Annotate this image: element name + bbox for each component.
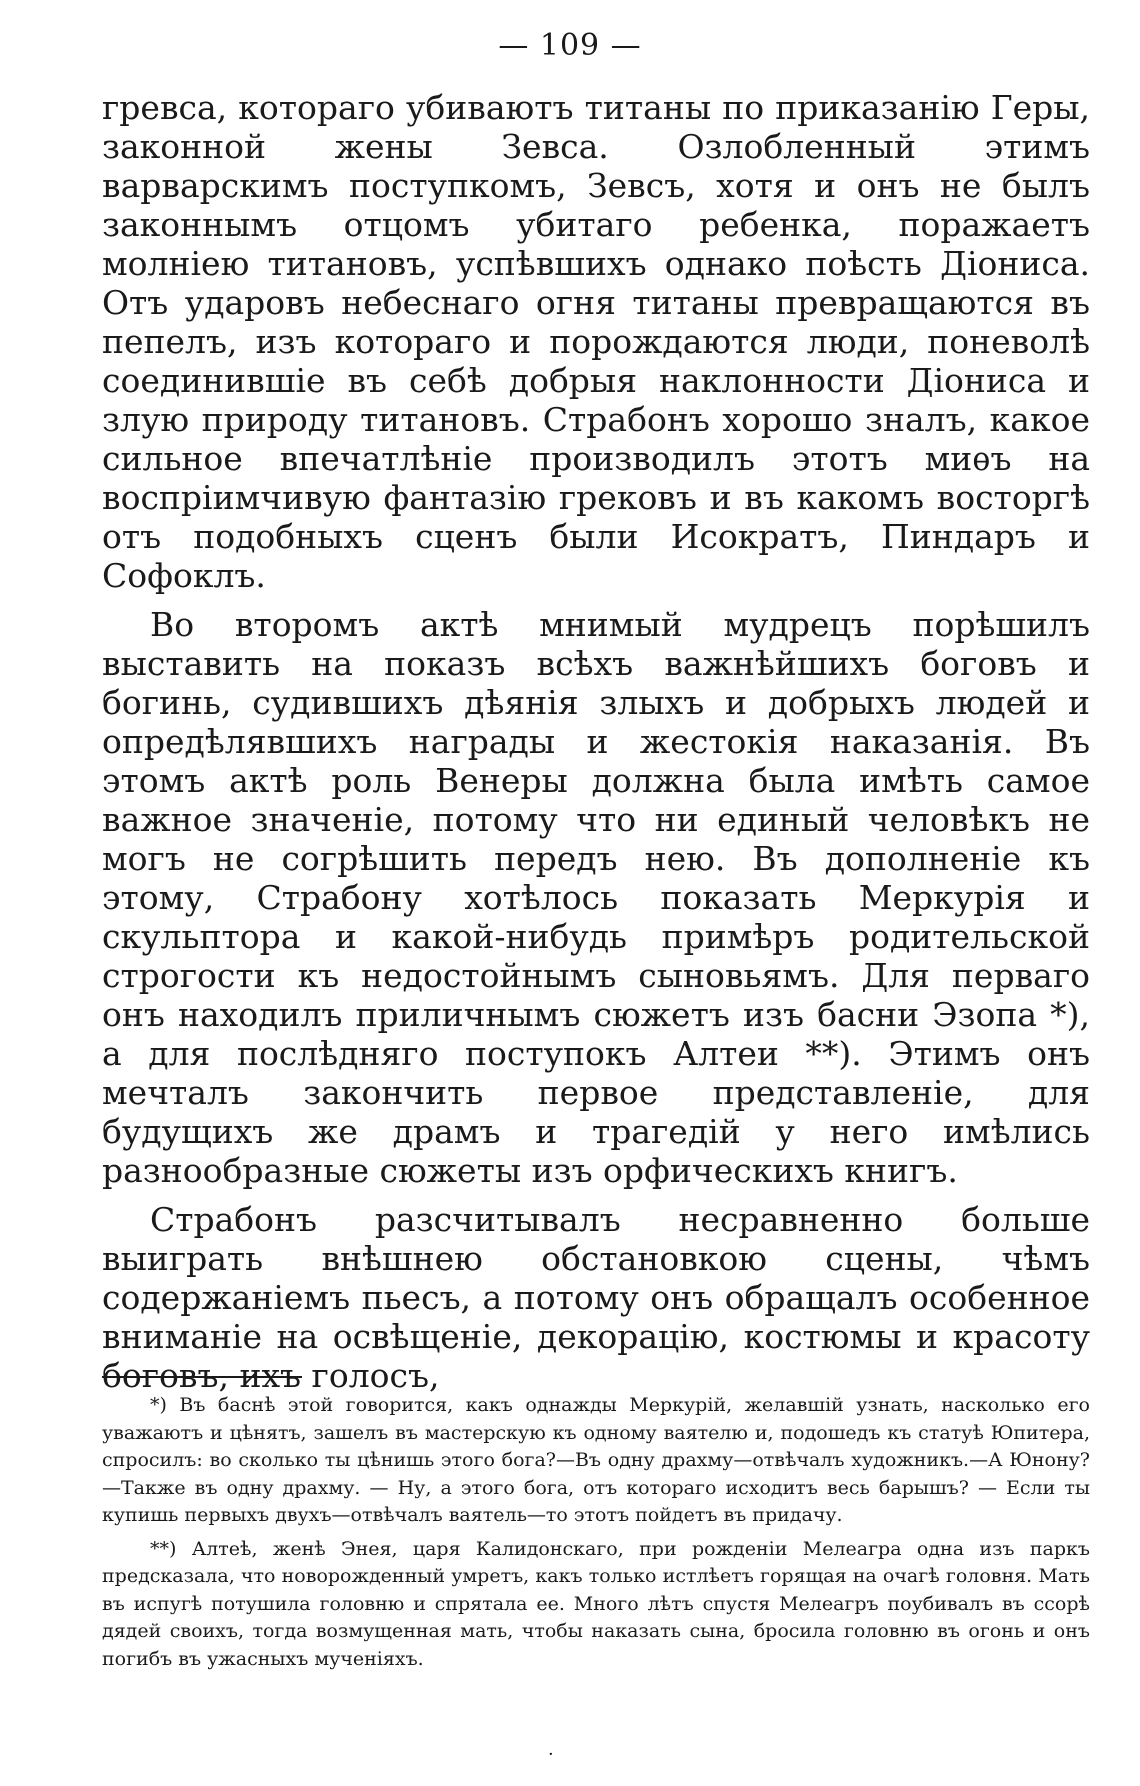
page-number: — 109 — <box>498 28 642 63</box>
paragraph-1: гревса, котораго убиваютъ титаны по приказанію Геры, законной жены Зевса. Озлобленный этимъ варварскимъ поступкомъ, Зевсъ, хотя и онъ не былъ законнымъ отцомъ убитаго ребенка, поражаетъ молніею титановъ, успѣвшихъ однако поѣсть Діониса. Отъ ударовъ небеснаго огня титаны превращаются въ пепелъ, изъ котораго и порождаются люди, поневолѣ соединившіе въ себѣ добрыя наклонности Діониса и злую природу титановъ. Страбонъ хорошо зналъ, какое сильное впечатлѣніе производилъ этотъ миѳъ на воспріимчивую фантазію грековъ и въ какомъ восторгѣ отъ подобныхъ сценъ были Исократъ, Пиндаръ и Софоклъ. <box>102 88 1090 595</box>
footnote-divider <box>102 1376 302 1378</box>
footnote-2: **) Алтеѣ, женѣ Энея, царя Калидонскаго, при рожденіи Мелеагра одна изъ паркъ предсказала, что новорожденный умретъ, какъ только истлѣетъ горящая на очагѣ головня. Мать въ испугѣ потушила головню и спрятала ее. Много лѣтъ спустя Мелеагръ поубивалъ въ ссорѣ дядей своихъ, тогда возмущенная мать, чтобы наказать сына, бросила головню въ огонь и онъ погибъ въ ужасныхъ мученіяхъ. <box>102 1537 1090 1670</box>
footnotes <box>102 1392 1090 1673</box>
paragraph-3: Страбонъ разсчитывалъ несравненно больше выиграть внѣшнею обстановкою сцены, чѣмъ содержаніемъ пьесъ, а потому онъ обращалъ особенное вниманіе на освѣщеніе, декорацію, костюмы и красоту боговъ, ихъ голосъ, <box>102 1200 1090 1395</box>
footer-mark: · <box>548 1744 554 1765</box>
paragraph-2: Во второмъ актѣ мнимый мудрецъ порѣшилъ выставить на показъ всѣхъ важнѣйшихъ боговъ и богинь, судившихъ дѣянія злыхъ и добрыхъ людей и опредѣлявшихъ награды и жестокія наказанія. Въ этомъ актѣ роль Венеры должна была имѣть самое важное значеніе, потому что ни единый человѣкъ не могъ не согрѣшить передъ нею. Въ дополненіе къ этому, Страбону хотѣлось показать Меркурія и скульптора и какой-нибудь примѣръ родительской строгости къ недостойнымъ сыновьямъ. Для перваго онъ находилъ приличнымъ сюжетъ изъ басни Эзопа *), а для послѣдняго поступокъ Алтеи **). Этимъ онъ мечталъ закончить первое представленіе, для будущихъ же драмъ и трагедій у него имѣлись разнообразные сюжеты изъ орфическихъ книгъ. <box>102 605 1090 1190</box>
footnote-1: *) Въ баснѣ этой говорится, какъ однажды Меркурій, желавшій узнать, насколько его уважаютъ и цѣнятъ, зашелъ въ мастерскую къ одному ваятелю и, подошедъ къ статуѣ Юпитера, спросилъ: во сколько ты цѣнишь этого бога?—Въ одну драхму—отвѣчалъ художникъ.—А Юнону?—Также въ одну драхму. — Ну, а этого бога, отъ котораго исходитъ весь барышъ? — Если ты купишь первыхъ двухъ—отвѣчалъ ваятель—то этотъ пойдетъ въ придачу. <box>102 1394 1090 1526</box>
main-text <box>102 88 1090 1395</box>
